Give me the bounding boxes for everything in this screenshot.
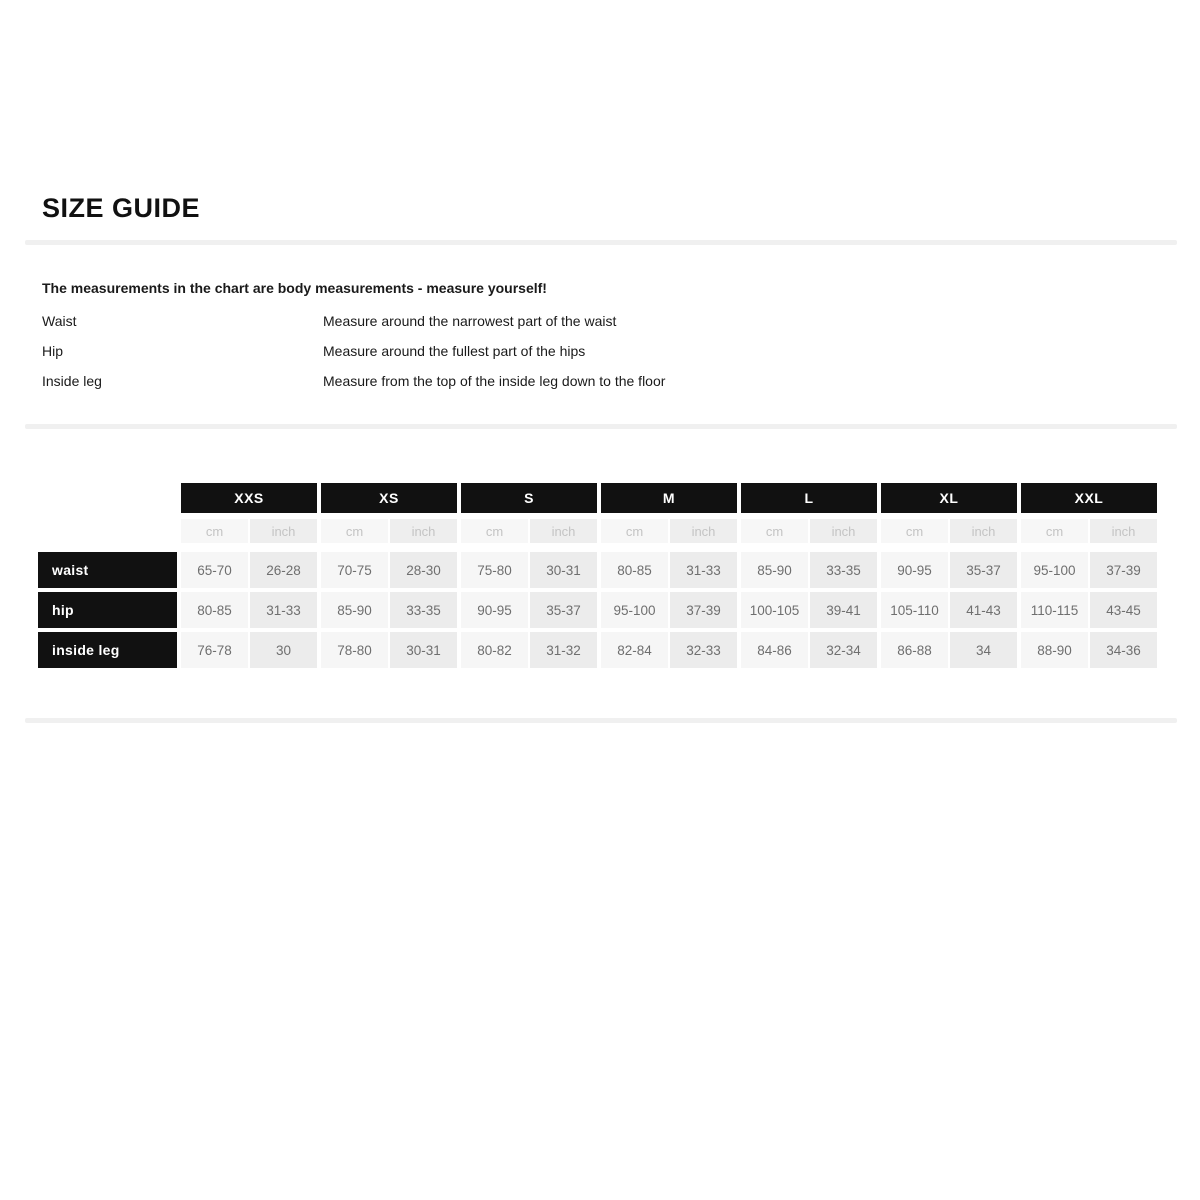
measurement-definition: Measure from the top of the inside leg down to the floor: [323, 373, 666, 389]
label-spacer: [38, 483, 177, 513]
cell-group: [601, 592, 737, 628]
cell-group: [741, 552, 877, 588]
unit-inch-cell: inch: [810, 519, 877, 543]
size-header-cell: S: [461, 483, 597, 513]
data-cell-cm: 95-100: [601, 592, 668, 628]
cell-group: [1021, 552, 1157, 588]
cell-group: [321, 552, 457, 588]
size-table: [38, 483, 1161, 672]
data-cell-inch: 28-30: [390, 552, 457, 588]
data-cell-cm: 78-80: [321, 632, 388, 668]
size-header-cell: XL: [881, 483, 1017, 513]
unit-cm-cell: cm: [321, 519, 388, 543]
data-cell-inch: 31-33: [250, 592, 317, 628]
size-header-row: [38, 483, 1161, 513]
data-cell-cm: 85-90: [321, 592, 388, 628]
data-cell-cm: 86-88: [881, 632, 948, 668]
divider: [25, 240, 1177, 245]
cell-group: [601, 632, 737, 668]
unit-group: [601, 519, 737, 543]
data-cell-inch: 35-37: [530, 592, 597, 628]
cell-group: [461, 552, 597, 588]
table-row: [38, 632, 1161, 668]
data-cell-inch: 37-39: [1090, 552, 1157, 588]
data-cell-cm: 65-70: [181, 552, 248, 588]
table-row: [38, 552, 1161, 588]
divider: [25, 424, 1177, 429]
measurement-term: Inside leg: [42, 373, 102, 389]
row-label: inside leg: [38, 632, 177, 668]
intro-heading: The measurements in the chart are body measurements - measure yourself!: [42, 280, 547, 296]
unit-cm-cell: cm: [601, 519, 668, 543]
data-cell-inch: 41-43: [950, 592, 1017, 628]
row-label: waist: [38, 552, 177, 588]
data-cell-inch: 32-33: [670, 632, 737, 668]
unit-group: [181, 519, 317, 543]
measurement-row-hip: [42, 336, 842, 366]
unit-cm-cell: cm: [1021, 519, 1088, 543]
size-header-cell: XS: [321, 483, 457, 513]
unit-group: [741, 519, 877, 543]
data-cell-inch: 39-41: [810, 592, 877, 628]
unit-cm-cell: cm: [461, 519, 528, 543]
data-cell-inch: 34: [950, 632, 1017, 668]
cell-group: [321, 592, 457, 628]
data-cell-inch: 30: [250, 632, 317, 668]
cell-group: [461, 592, 597, 628]
data-cell-inch: 43-45: [1090, 592, 1157, 628]
page-title: SIZE GUIDE: [42, 193, 201, 223]
data-cell-cm: 84-86: [741, 632, 808, 668]
data-cell-inch: 33-35: [390, 592, 457, 628]
size-header-cell: L: [741, 483, 877, 513]
data-cell-cm: 90-95: [881, 552, 948, 588]
cell-group: [461, 632, 597, 668]
unit-cm-cell: cm: [881, 519, 948, 543]
size-header-cell: XXS: [181, 483, 317, 513]
data-cell-cm: 80-85: [181, 592, 248, 628]
data-cell-cm: 76-78: [181, 632, 248, 668]
cell-group: [181, 632, 317, 668]
cell-group: [881, 592, 1017, 628]
data-cell-cm: 90-95: [461, 592, 528, 628]
data-cell-cm: 105-110: [881, 592, 948, 628]
unit-inch-cell: inch: [950, 519, 1017, 543]
data-cell-inch: 37-39: [670, 592, 737, 628]
data-cell-cm: 110-115: [1021, 592, 1088, 628]
measurement-term: Waist: [42, 313, 77, 329]
data-cell-cm: 75-80: [461, 552, 528, 588]
data-cell-cm: 80-82: [461, 632, 528, 668]
unit-inch-cell: inch: [670, 519, 737, 543]
measurement-row-waist: [42, 306, 842, 336]
measurement-definition: Measure around the fullest part of the hips: [323, 343, 586, 359]
cell-group: [741, 592, 877, 628]
data-cell-inch: 34-36: [1090, 632, 1157, 668]
unit-group: [881, 519, 1017, 543]
label-spacer: [38, 519, 177, 543]
unit-inch-cell: inch: [530, 519, 597, 543]
data-cell-inch: 31-33: [670, 552, 737, 588]
data-cell-cm: 82-84: [601, 632, 668, 668]
unit-group: [1021, 519, 1157, 543]
data-cell-cm: 80-85: [601, 552, 668, 588]
divider: [25, 718, 1177, 723]
cell-group: [881, 552, 1017, 588]
data-cell-cm: 88-90: [1021, 632, 1088, 668]
cell-group: [741, 632, 877, 668]
unit-cm-cell: cm: [741, 519, 808, 543]
data-cell-inch: 33-35: [810, 552, 877, 588]
measurement-list: [42, 306, 842, 396]
unit-header-row: [38, 519, 1161, 543]
unit-group: [321, 519, 457, 543]
data-cell-cm: 85-90: [741, 552, 808, 588]
unit-inch-cell: inch: [390, 519, 457, 543]
cell-group: [321, 632, 457, 668]
data-cell-cm: 70-75: [321, 552, 388, 588]
row-label: hip: [38, 592, 177, 628]
cell-group: [881, 632, 1017, 668]
unit-inch-cell: inch: [250, 519, 317, 543]
data-cell-inch: 32-34: [810, 632, 877, 668]
cell-group: [181, 552, 317, 588]
measurement-definition: Measure around the narrowest part of the waist: [323, 313, 617, 329]
unit-cm-cell: cm: [181, 519, 248, 543]
data-cell-inch: 26-28: [250, 552, 317, 588]
data-cell-inch: 30-31: [390, 632, 457, 668]
cell-group: [181, 592, 317, 628]
unit-group: [461, 519, 597, 543]
measurement-term: Hip: [42, 343, 64, 359]
cell-group: [601, 552, 737, 588]
measurement-row-inside-leg: [42, 366, 842, 396]
size-header-cell: XXL: [1021, 483, 1157, 513]
unit-inch-cell: inch: [1090, 519, 1157, 543]
data-cell-cm: 100-105: [741, 592, 808, 628]
size-header-cell: M: [601, 483, 737, 513]
table-row: [38, 592, 1161, 628]
data-cell-inch: 31-32: [530, 632, 597, 668]
cell-group: [1021, 632, 1157, 668]
data-cell-cm: 95-100: [1021, 552, 1088, 588]
data-cell-inch: 30-31: [530, 552, 597, 588]
data-cell-inch: 35-37: [950, 552, 1017, 588]
cell-group: [1021, 592, 1157, 628]
